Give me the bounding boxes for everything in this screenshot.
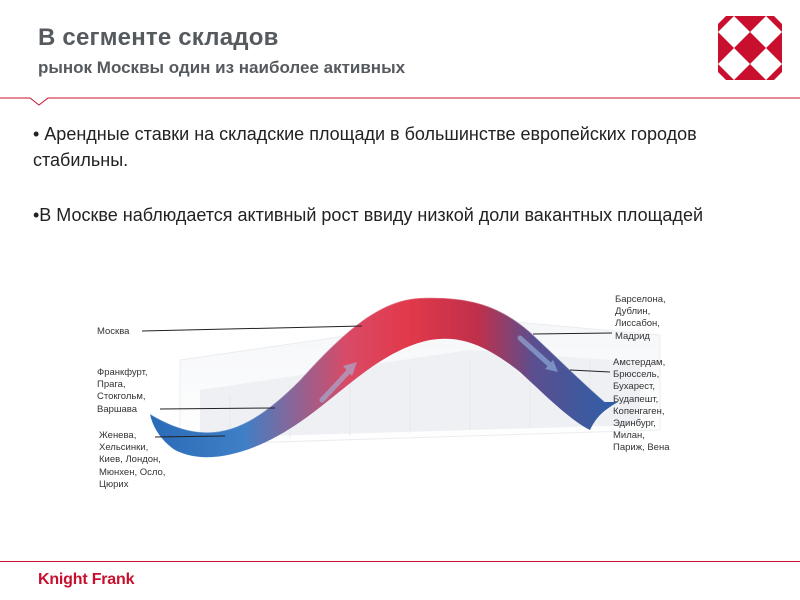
label-frankfurt-group: Франкфурт, Прага, Стокгольм, Варшава [97, 367, 148, 415]
brand-logo-text: Knight Frank [38, 571, 135, 588]
label-barcelona-group: Барселона, Дублин, Лиссабон, Мадрид [615, 294, 666, 342]
knight-frank-diamond-logo-icon [718, 16, 782, 80]
label-geneva-group: Женева, Хельсинки, Киев, Лондон, Мюнхен, Осло, Цюрих [99, 430, 166, 490]
header-divider [0, 97, 800, 117]
label-amsterdam-group: Амстердам, Брюссель, Бухарест, Будапешт, Копенгаген, Эдинбург, Милан, Париж, Вена [613, 357, 670, 454]
bullet-rental-rates: • Арендные ставки на складские площади в большинстве европейских городов стабильны. [33, 124, 697, 170]
bullet-moscow-growth: •В Москве наблюдается активный рост ввиду низкой доли вакантных площадей [33, 205, 704, 225]
page-title: В сегменте складов [38, 24, 279, 51]
label-moscow: Москва [97, 326, 130, 337]
footer-divider [0, 561, 800, 562]
page-subtitle: рынок Москвы один из наиболее активных [38, 58, 406, 77]
